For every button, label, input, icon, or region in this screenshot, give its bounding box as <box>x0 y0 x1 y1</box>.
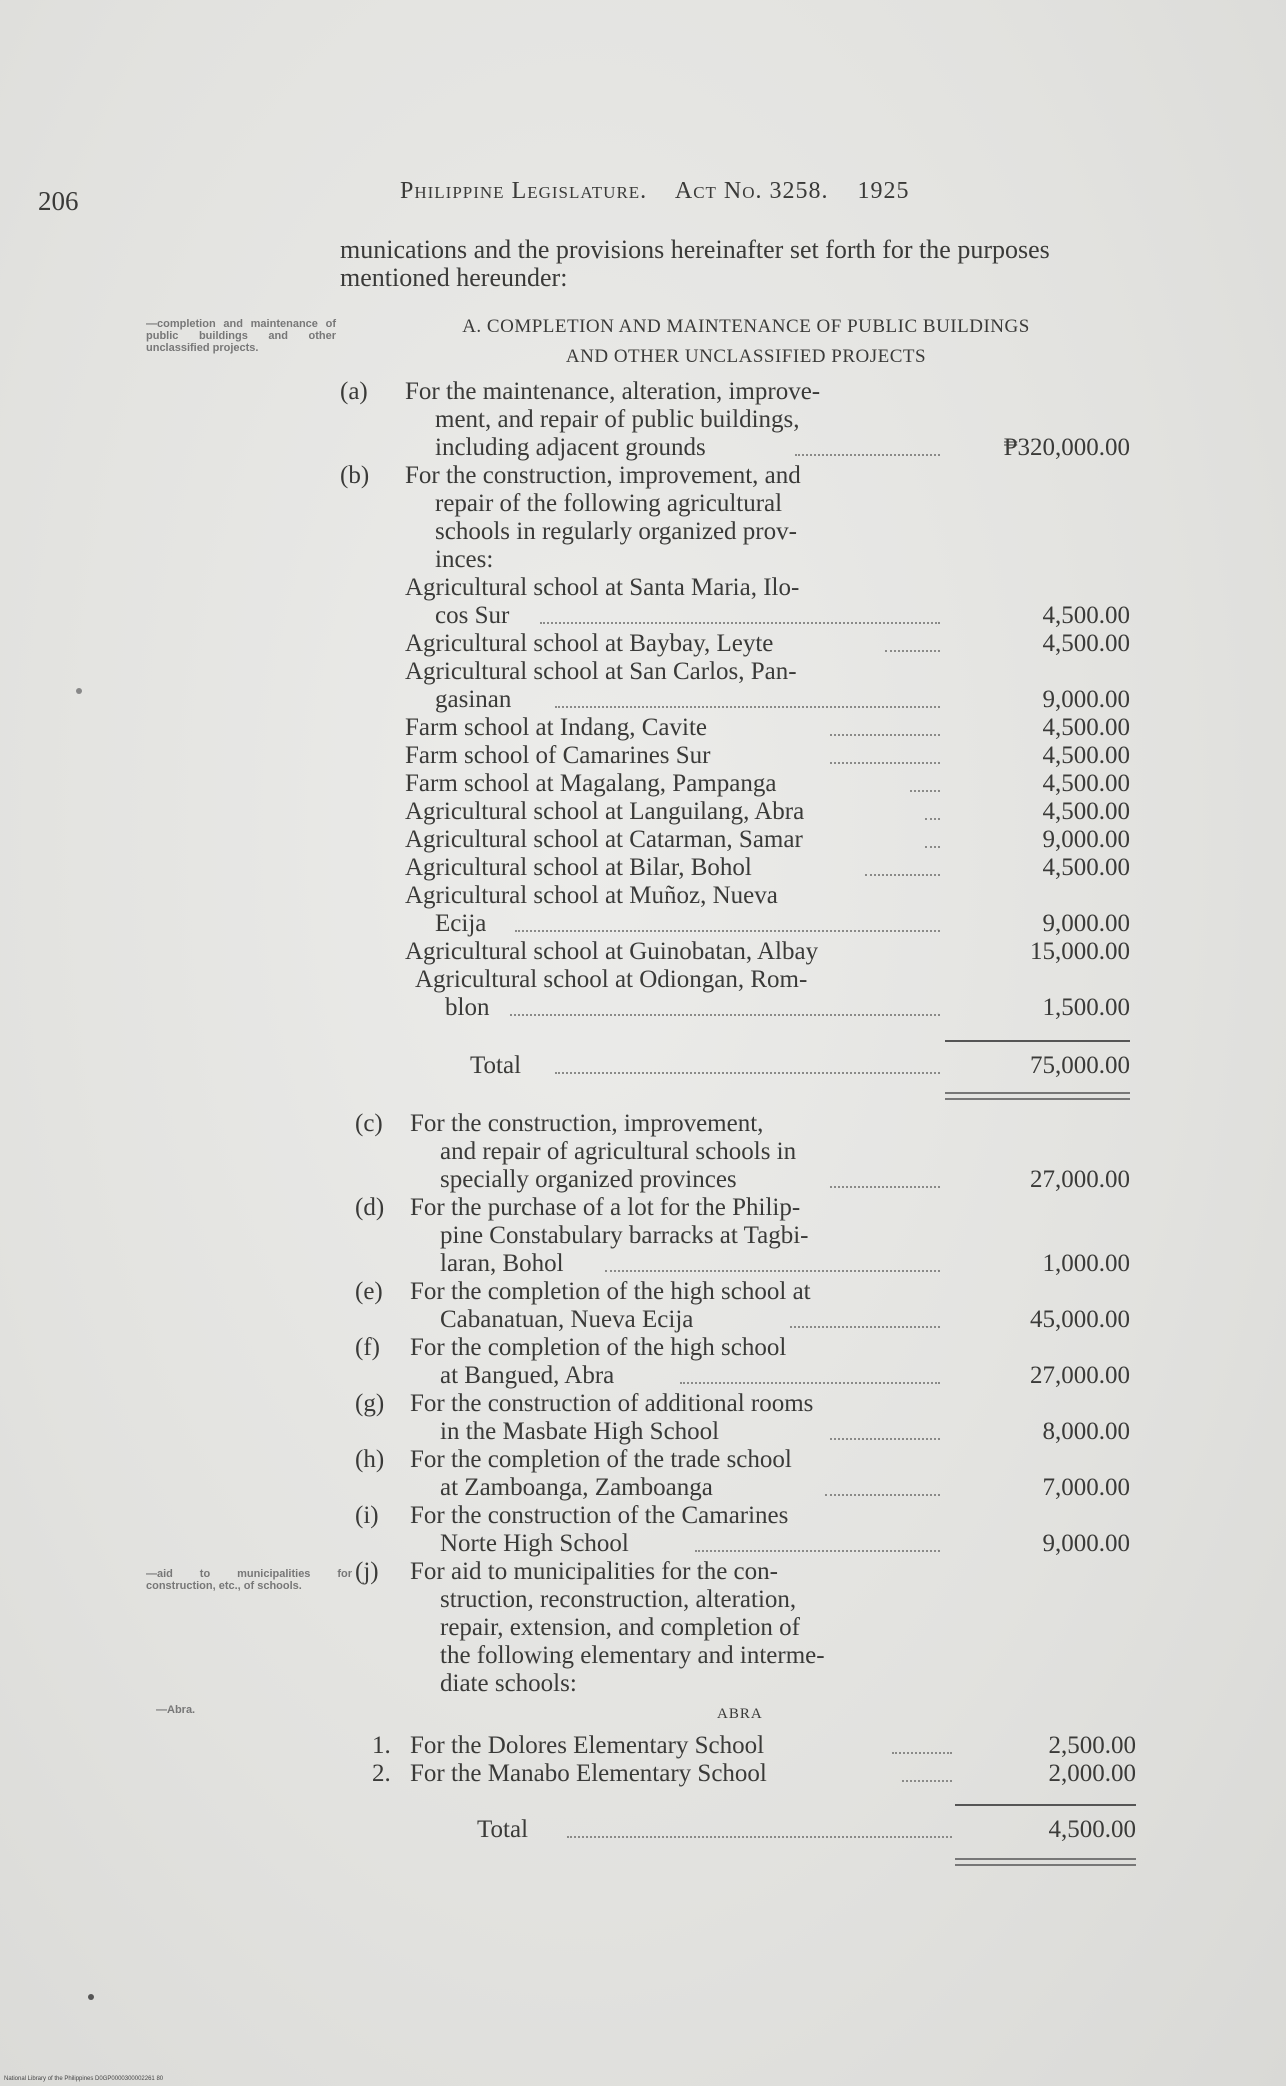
school-amount: 9,000.00 <box>1042 910 1130 937</box>
item-g-label: (g) <box>355 1390 385 1417</box>
school-row <box>405 770 1130 798</box>
leader-dots <box>830 1438 940 1440</box>
item-c-line-2: and repair of agricultural schools in <box>440 1138 797 1165</box>
item-j-line-2: struction, reconstruction, alteration, <box>440 1586 797 1613</box>
item-j-line-1: For aid to municipalities for the con- <box>410 1558 778 1585</box>
school-name: Agricultural school at Languilang, Abra <box>405 798 805 825</box>
section-heading <box>356 312 1136 372</box>
item-i-line-2: Norte High School <box>440 1530 629 1557</box>
leader-dots <box>567 1836 952 1838</box>
abra-item-text: For the Dolores Elementary School <box>410 1732 765 1759</box>
school-name-cont: blon <box>445 994 490 1021</box>
leader-dots <box>515 930 940 932</box>
item-j <box>355 1558 1130 1698</box>
leader-dots <box>540 622 940 624</box>
school-name-cont: Ecija <box>435 910 487 937</box>
item-c-amount: 27,000.00 <box>1030 1166 1130 1193</box>
leader-dots <box>605 1270 940 1272</box>
item-h-line-1: For the completion of the trade school <box>410 1446 792 1473</box>
item-g-line-2: in the Masbate High School <box>440 1418 720 1445</box>
abra-total-double-rule <box>955 1858 1136 1866</box>
leader-dots <box>680 1382 940 1384</box>
item-a-amount: ₱320,000.00 <box>1003 434 1130 461</box>
school-name-cont: gasinan <box>435 686 512 713</box>
item-b-label: (b) <box>340 462 370 489</box>
running-head-title: Philippine Legislature. <box>400 178 648 204</box>
item-i-label: (i) <box>355 1502 379 1529</box>
school-name: Agricultural school at Odiongan, Rom- <box>415 966 808 993</box>
school-amount: 1,500.00 <box>1042 994 1130 1021</box>
intro-paragraph: munications and the provisions hereinafter set forth for the purposes mentioned hereunder: <box>340 235 1050 292</box>
item-h <box>355 1446 1130 1502</box>
school-amount: 4,500.00 <box>1042 742 1130 769</box>
total-row-b <box>405 1052 1130 1080</box>
school-row <box>405 966 1130 1022</box>
item-c-line-1: For the construction, improvement, <box>410 1110 764 1137</box>
item-a-line-2: ment, and repair of public buildings, <box>435 406 800 433</box>
item-d-amount: 1,000.00 <box>1042 1250 1130 1277</box>
item-f-amount: 27,000.00 <box>1030 1362 1130 1389</box>
item-b-line-1: For the construction, improvement, and <box>405 462 801 489</box>
item-e-amount: 45,000.00 <box>1030 1306 1130 1333</box>
school-amount: 9,000.00 <box>1042 826 1130 853</box>
item-d-line-3: laran, Bohol <box>440 1250 564 1277</box>
running-head <box>400 178 932 205</box>
school-amount: 4,500.00 <box>1042 854 1130 881</box>
school-amount: 4,500.00 <box>1042 714 1130 741</box>
section-heading-line-1: A. COMPLETION AND MAINTENANCE OF PUBLIC BUILDINGS <box>462 316 1030 337</box>
school-amount: 4,500.00 <box>1042 798 1130 825</box>
item-j-line-3: repair, extension, and completion of <box>440 1614 800 1641</box>
school-amount: 4,500.00 <box>1042 630 1130 657</box>
page-number: 206 <box>38 186 79 216</box>
item-j-line-4: the following elementary and interme- <box>440 1642 825 1669</box>
school-row <box>405 938 1130 966</box>
item-e-line-2: Cabanatuan, Nueva Ecija <box>440 1306 694 1333</box>
item-c <box>355 1110 1130 1194</box>
school-name: Farm school of Camarines Sur <box>405 742 711 769</box>
item-i <box>355 1502 1130 1558</box>
abra-item <box>372 1732 1136 1760</box>
item-g-amount: 8,000.00 <box>1042 1418 1130 1445</box>
item-b <box>340 462 1130 574</box>
item-a-line-1: For the maintenance, alteration, improve- <box>405 378 821 405</box>
total-label: Total <box>470 1052 522 1079</box>
item-e <box>355 1278 1130 1334</box>
scan-footer: National Library of the Philippines D0GP0000300002261 80 <box>4 2076 164 2082</box>
leader-dots <box>830 762 940 764</box>
school-amount: 4,500.00 <box>1042 602 1130 629</box>
abra-item <box>372 1760 1136 1788</box>
subtotal-rule <box>945 1040 1130 1042</box>
abra-item-amount: 2,500.00 <box>1048 1732 1136 1759</box>
school-amount: 4,500.00 <box>1042 770 1130 797</box>
abra-item-amount: 2,000.00 <box>1048 1760 1136 1787</box>
item-a-leader <box>795 454 940 456</box>
item-d <box>355 1194 1130 1278</box>
item-h-line-2: at Zamboanga, Zamboanga <box>440 1474 713 1501</box>
school-row <box>405 798 1130 826</box>
item-e-label: (e) <box>355 1278 383 1305</box>
abra-subtotal-rule <box>955 1804 1136 1806</box>
item-j-line-5: diate schools: <box>440 1670 577 1697</box>
school-row <box>405 714 1130 742</box>
total-amount: 4,500.00 <box>1048 1816 1136 1843</box>
leader-dots <box>830 1186 940 1188</box>
side-note-completion: —completion and maintenance of public buildings and other unclassified projects. <box>146 318 336 354</box>
school-amount: 15,000.00 <box>1030 938 1130 965</box>
leader-dots <box>825 1494 940 1496</box>
leader-dots <box>865 874 940 876</box>
abra-item-number: 1. <box>372 1732 391 1759</box>
abra-heading: ABRA <box>717 1706 763 1722</box>
item-f-line-2: at Bangued, Abra <box>440 1362 615 1389</box>
item-d-label: (d) <box>355 1194 385 1221</box>
item-j-label: (j) <box>355 1558 379 1585</box>
leader-dots <box>555 706 940 708</box>
item-g-line-1: For the construction of additional rooms <box>410 1390 814 1417</box>
school-name: Agricultural school at Muñoz, Nueva <box>405 882 778 909</box>
school-row <box>405 854 1130 882</box>
leader-dots <box>695 1550 940 1552</box>
total-row-abra <box>372 1816 1136 1844</box>
item-a-line-3: including adjacent grounds <box>435 434 706 461</box>
item-d-line-1: For the purchase of a lot for the Philip- <box>410 1194 801 1221</box>
school-name: Agricultural school at Bilar, Bohol <box>405 854 752 881</box>
running-head-year: 1925 <box>857 178 910 204</box>
section-heading-line-2: AND OTHER UNCLASSIFIED PROJECTS <box>565 346 927 367</box>
school-name: Farm school at Indang, Cavite <box>405 714 708 741</box>
school-name: Agricultural school at Baybay, Leyte <box>405 630 774 657</box>
abra-item-text: For the Manabo Elementary School <box>410 1760 767 1787</box>
ink-speck <box>76 688 82 694</box>
item-c-label: (c) <box>355 1110 383 1137</box>
total-amount: 75,000.00 <box>1030 1052 1130 1079</box>
school-amount: 9,000.00 <box>1042 686 1130 713</box>
school-row <box>405 826 1130 854</box>
leader-dots <box>790 1326 940 1328</box>
item-b-line-4: inces: <box>435 546 494 573</box>
school-row <box>405 882 1130 938</box>
school-name-cont: cos Sur <box>435 602 510 629</box>
school-name: Agricultural school at Santa Maria, Ilo- <box>405 574 800 601</box>
side-note-abra: —Abra. <box>156 1704 196 1716</box>
item-e-line-1: For the completion of the high school at <box>410 1278 811 1305</box>
leader-dots <box>830 734 940 736</box>
item-d-line-2: pine Constabulary barracks at Tagbi- <box>440 1222 809 1249</box>
school-name: Agricultural school at San Carlos, Pan- <box>405 658 797 685</box>
school-row <box>405 574 1130 630</box>
item-b-line-2: repair of the following agricultural <box>435 490 783 517</box>
item-h-label: (h) <box>355 1446 385 1473</box>
side-note-aid: —aid to municipalities for construction, etc., of schools. <box>146 1568 352 1592</box>
item-f-label: (f) <box>355 1334 380 1361</box>
school-name: Agricultural school at Catarman, Samar <box>405 826 803 853</box>
item-a <box>340 378 1130 468</box>
item-i-amount: 9,000.00 <box>1042 1530 1130 1557</box>
item-h-amount: 7,000.00 <box>1042 1474 1130 1501</box>
item-f <box>355 1334 1130 1390</box>
school-name: Agricultural school at Guinobatan, Albay <box>405 938 819 965</box>
item-a-label: (a) <box>340 378 368 405</box>
total-label: Total <box>477 1816 529 1843</box>
abra-item-number: 2. <box>372 1760 391 1787</box>
item-c-line-3: specially organized provinces <box>440 1166 737 1193</box>
leader-dots <box>510 1014 940 1016</box>
school-name: Farm school at Magalang, Pampanga <box>405 770 777 797</box>
item-f-line-1: For the completion of the high school <box>410 1334 787 1361</box>
running-head-act: Act No. 3258. <box>674 178 829 204</box>
school-row <box>405 742 1130 770</box>
item-i-line-1: For the construction of the Camarines <box>410 1502 789 1529</box>
school-row <box>405 658 1130 714</box>
ink-speck <box>88 1994 94 2000</box>
total-double-rule <box>945 1092 1130 1100</box>
item-g <box>355 1390 1130 1446</box>
item-b-line-3: schools in regularly organized prov- <box>435 518 797 545</box>
leader-dots <box>555 1072 940 1074</box>
school-row <box>405 630 1130 658</box>
